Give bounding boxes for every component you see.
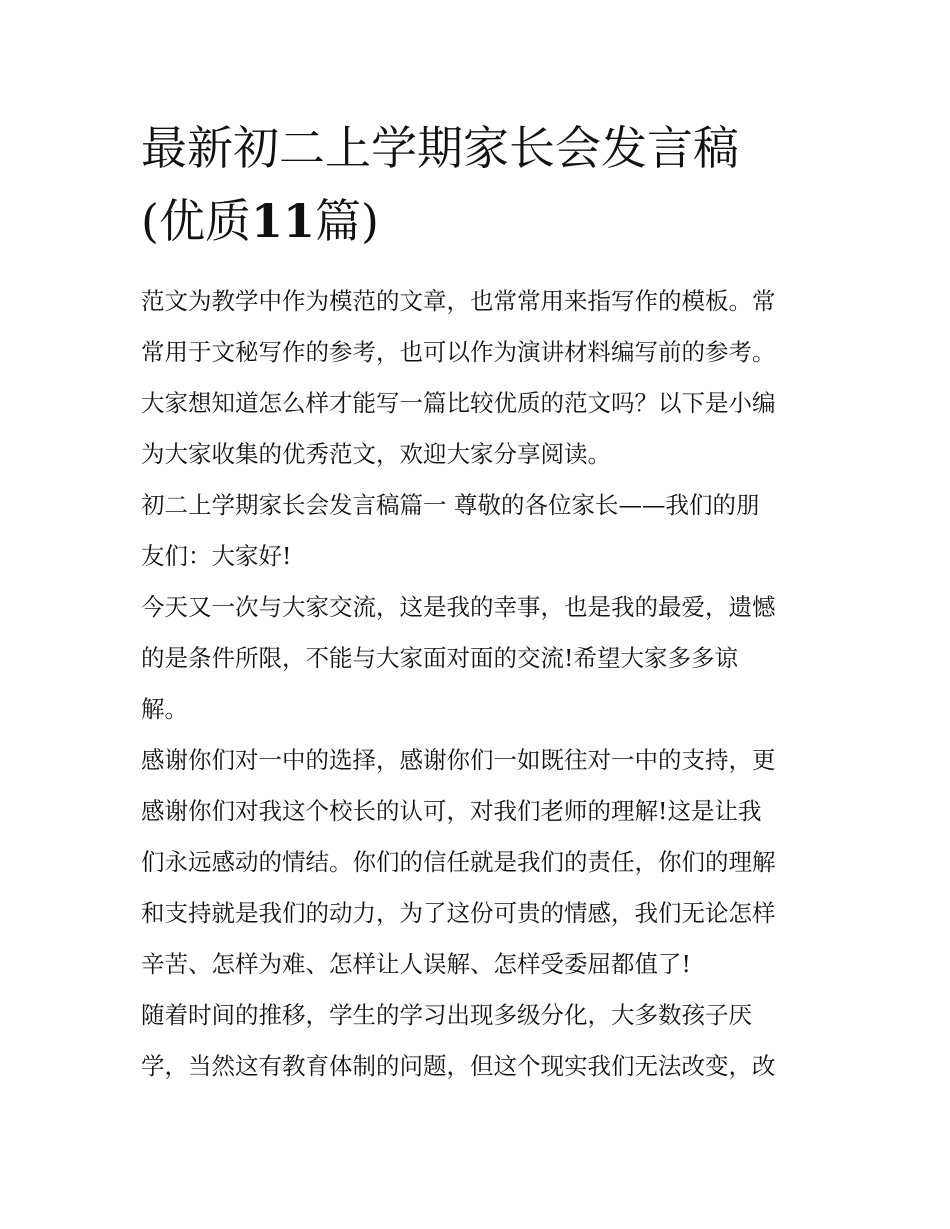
text-line: 们永远感动的情结。你们的信任就是我们的责任，你们的理解 — [141, 848, 776, 876]
text-line: 友们：大家好! — [141, 542, 292, 570]
text-line: 随着时间的推移，学生的学习出现多级分化，大多数孩子厌 — [141, 1001, 752, 1029]
paragraph-intro — [141, 276, 821, 480]
paragraph-time — [141, 990, 821, 1092]
text-line: 大家想知道怎么样才能写一篇比较优质的范文吗？以下是小编 — [141, 389, 776, 417]
text-line: 为大家收集的优秀范文，欢迎大家分享阅读。 — [141, 440, 611, 468]
text-line: 感谢你们对一中的选择，感谢你们一如既往对一中的支持，更 — [141, 746, 776, 774]
title-suffix: 篇) — [314, 194, 379, 248]
document-body — [141, 276, 821, 1092]
paragraph-greeting — [141, 480, 821, 582]
text-line: 解。 — [141, 695, 188, 723]
paragraph-exchange — [141, 582, 821, 735]
text-line: 的是条件所限，不能与大家面对面的交流!希望大家多多谅 — [141, 644, 738, 672]
text-line: 学，当然这有教育体制的问题，但这个现实我们无法改变，改 — [141, 1052, 776, 1080]
title-line-2 — [141, 185, 841, 258]
title-prefix: (优质 — [141, 194, 251, 248]
text-line: 今天又一次与大家交流，这是我的幸事，也是我的最爱，遗憾 — [141, 593, 776, 621]
title-line-1: 最新初二上学期家长会发言稿 — [141, 121, 739, 175]
text-line: 辛苦、怎样为难、怎样让人误解、怎样受委屈都值了! — [141, 950, 691, 978]
text-line: 感谢你们对我这个校长的认可，对我们老师的理解!这是让我 — [141, 797, 762, 825]
text-line: 初二上学期家长会发言稿篇一 尊敬的各位家长——我们的朋 — [141, 491, 760, 519]
title-number: 11 — [250, 194, 315, 248]
document-title — [141, 112, 841, 258]
text-line: 范文为教学中作为模范的文章，也常常用来指写作的模板。常 — [141, 287, 776, 315]
text-line: 和支持就是我们的动力，为了这份可贵的情感，我们无论怎样 — [141, 899, 776, 927]
text-line: 常用于文秘写作的参考，也可以作为演讲材料编写前的参考。 — [141, 338, 776, 366]
paragraph-thanks — [141, 735, 821, 990]
